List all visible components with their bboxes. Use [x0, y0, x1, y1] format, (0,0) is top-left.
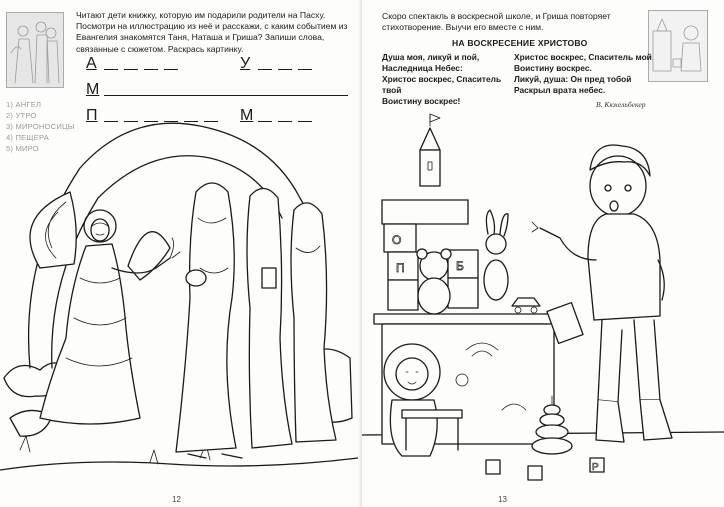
poem-line: Душа моя, ликуй и пой,: [382, 52, 480, 62]
poem-title: НА ВОСКРЕСЕНИЕ ХРИСТОВО: [452, 38, 588, 48]
answer-blanks[interactable]: [258, 69, 312, 70]
book-thumbnail-image: [6, 12, 64, 88]
word-hint-item: 4) ПЕЩЕРА: [6, 133, 49, 142]
answer-letter: М: [86, 81, 100, 98]
poem-column-left: [382, 52, 510, 107]
right-page: [362, 0, 724, 507]
answer-letter: П: [86, 107, 98, 124]
answer-row-m[interactable]: [86, 80, 348, 98]
answer-letter: М: [240, 107, 254, 124]
block-letter: О: [392, 233, 402, 247]
answer-blanks[interactable]: [104, 69, 178, 70]
answer-row-u[interactable]: [240, 54, 312, 72]
word-hint-item: 1) АНГЕЛ: [6, 100, 42, 109]
poem-column-right: [514, 52, 654, 96]
poem-line: Воистину воскрес!: [382, 96, 461, 107]
poem-line: Воистину воскрес.: [514, 63, 592, 74]
poem-line: Наследница Небес:: [382, 63, 463, 74]
block-letter: Р: [592, 462, 599, 473]
word-hint-item: 5) МИРО: [6, 144, 39, 153]
answer-blanks[interactable]: [104, 95, 348, 96]
poem-line: Ликуй, душа: Он пред тобой: [514, 74, 632, 85]
word-hint-item: 3) МИРОНОСИЦЫ: [6, 122, 75, 131]
task-instruction: Скоро спектакль в воскресной школе, и Гриша повторяет стихотворение. Выучи его вместе с ним.: [382, 11, 611, 33]
answer-row-a[interactable]: [86, 54, 178, 72]
poem-line: Христос воскрес, Спаситель мой: [514, 52, 652, 62]
poem-line: Христос воскрес, Спаситель твой: [382, 74, 502, 96]
word-hint-item: 2) УТРО: [6, 111, 37, 120]
coloring-illustration-tomb[interactable]: [0, 118, 358, 490]
poem-author: В. Кюхельбекер: [596, 100, 646, 109]
task-instruction: Читают дети книжку, которую им подарили родители на Пасху. Посмотри на иллюстрацию из неё и расскажи, с каким событием из Евангелия знакомятся Таня, Наташа и Гриша? Запиши слова, связанные с сюжетом. Раскрась картинку.: [76, 10, 348, 54]
answer-letter: У: [240, 55, 251, 72]
poem-line: Раскрыл врата небес.: [514, 85, 606, 96]
thumbnail-icon-picture: [7, 13, 64, 88]
book-thumbnail-image: [648, 10, 708, 82]
block-letter: Б: [456, 259, 464, 273]
block-letter: П: [396, 261, 405, 275]
thumbnail-boy-picture: [649, 11, 708, 82]
answer-letter: А: [86, 55, 97, 72]
page-number: 12: [172, 495, 181, 504]
page-number: 13: [498, 495, 507, 504]
coloring-illustration-boy[interactable]: [362, 110, 724, 495]
